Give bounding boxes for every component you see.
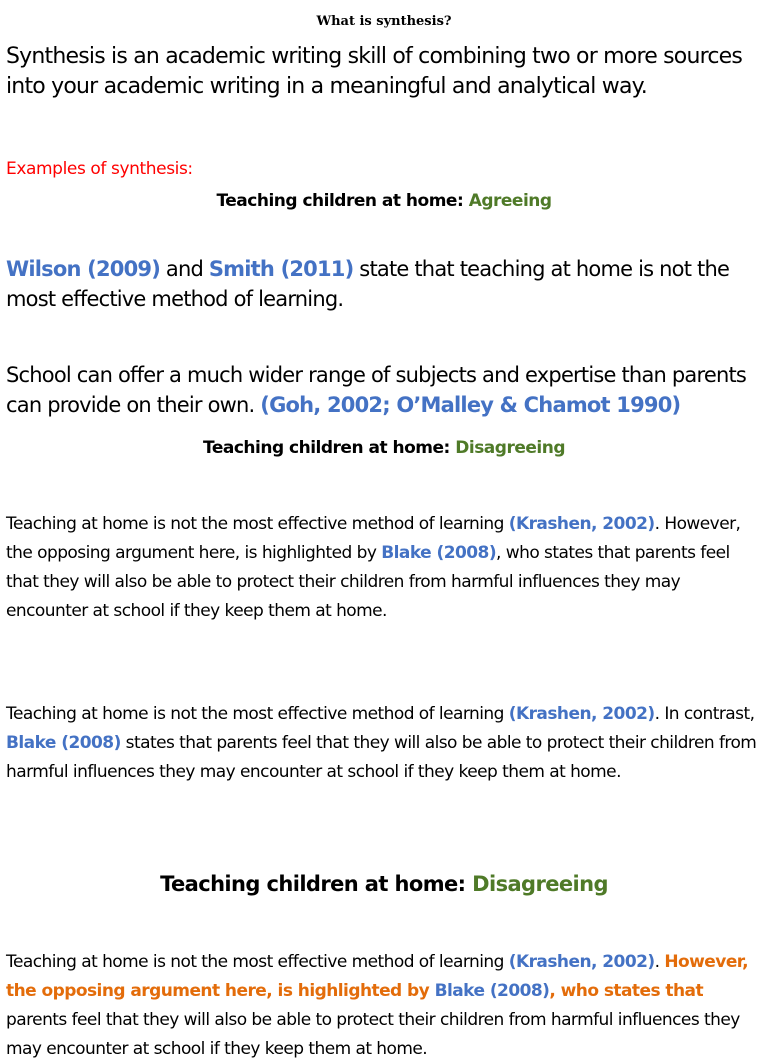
heading-prefix: Teaching children at home: <box>216 191 464 211</box>
highlighted-paragraph <box>6 948 760 1059</box>
disagreeing-paragraph-2 <box>6 700 760 787</box>
intro-paragraph: Synthesis is an academic writing skill of combining two or more sources into your academic writing in a meaningful and analytical way. <box>6 44 743 99</box>
heading-prefix: Teaching children at home: <box>160 872 466 896</box>
paragraph-text: parents feel that they will also be able to protect their children from harmful influences they may encounter at school if they keep them at home. <box>6 1010 740 1059</box>
disagreeing-heading-large <box>0 868 768 900</box>
citation-blake: Blake (2008) <box>6 733 121 753</box>
citation-goh-omalley: (Goh, 2002; O’Malley & Chamot 1990) <box>260 393 681 417</box>
citation-wilson: Wilson (2009) <box>6 257 160 281</box>
paragraph-text: Teaching at home is not the most effective method of learning <box>6 514 509 534</box>
citation-blake: Blake (2008) <box>381 543 497 563</box>
paragraph-text: School can offer a much wider range of subjects and expertise than parents can provide on their own. <box>6 363 747 417</box>
paragraph-text: . <box>654 952 665 972</box>
document-title: What is synthesis? <box>316 14 452 29</box>
examples-label: Examples of synthesis: <box>6 159 193 179</box>
heading-stance: Disagreeing <box>472 872 608 896</box>
agreeing-heading <box>0 188 768 214</box>
agreeing-paragraph-2 <box>6 360 760 432</box>
agreeing-paragraph-1 <box>6 254 760 314</box>
citation-smith: Smith (2011) <box>208 257 354 281</box>
citation-krashen: (Krashen, 2002) <box>508 514 655 534</box>
paragraph-text: . However, the opposing argument here, is highlighted by <box>6 514 741 563</box>
paragraph-text: Teaching at home is not the most effective method of learning <box>6 952 509 972</box>
paragraph-text: state that teaching at home is not the most effective method of learning. <box>6 257 730 311</box>
paragraph-text: Teaching at home is not the most effective method of learning <box>6 704 509 724</box>
citation-krashen: (Krashen, 2002) <box>508 704 655 724</box>
heading-stance: Agreeing <box>468 191 552 211</box>
heading-stance: Disagreeing <box>455 438 565 458</box>
paragraph-text: and <box>160 257 209 281</box>
citation-blake: Blake (2008) <box>434 981 550 1001</box>
heading-prefix: Teaching children at home: <box>203 438 450 458</box>
disagreeing-heading <box>0 435 768 461</box>
reporting-phrase: , who states that <box>549 981 704 1001</box>
disagreeing-paragraph-1 <box>6 510 760 626</box>
reporting-phrase: However, the opposing argument here, is highlighted by <box>6 952 749 1001</box>
citation-krashen: (Krashen, 2002) <box>508 952 655 972</box>
paragraph-text: , who states that parents feel that they will also be able to protect their children from harmful influences they may encounter at school if they keep them at home. <box>6 543 730 621</box>
paragraph-text: . In contrast, <box>654 704 755 724</box>
paragraph-text: states that parents feel that they will also be able to protect their children from harmful influences they may encounter at school if they keep them at home. <box>6 733 757 782</box>
